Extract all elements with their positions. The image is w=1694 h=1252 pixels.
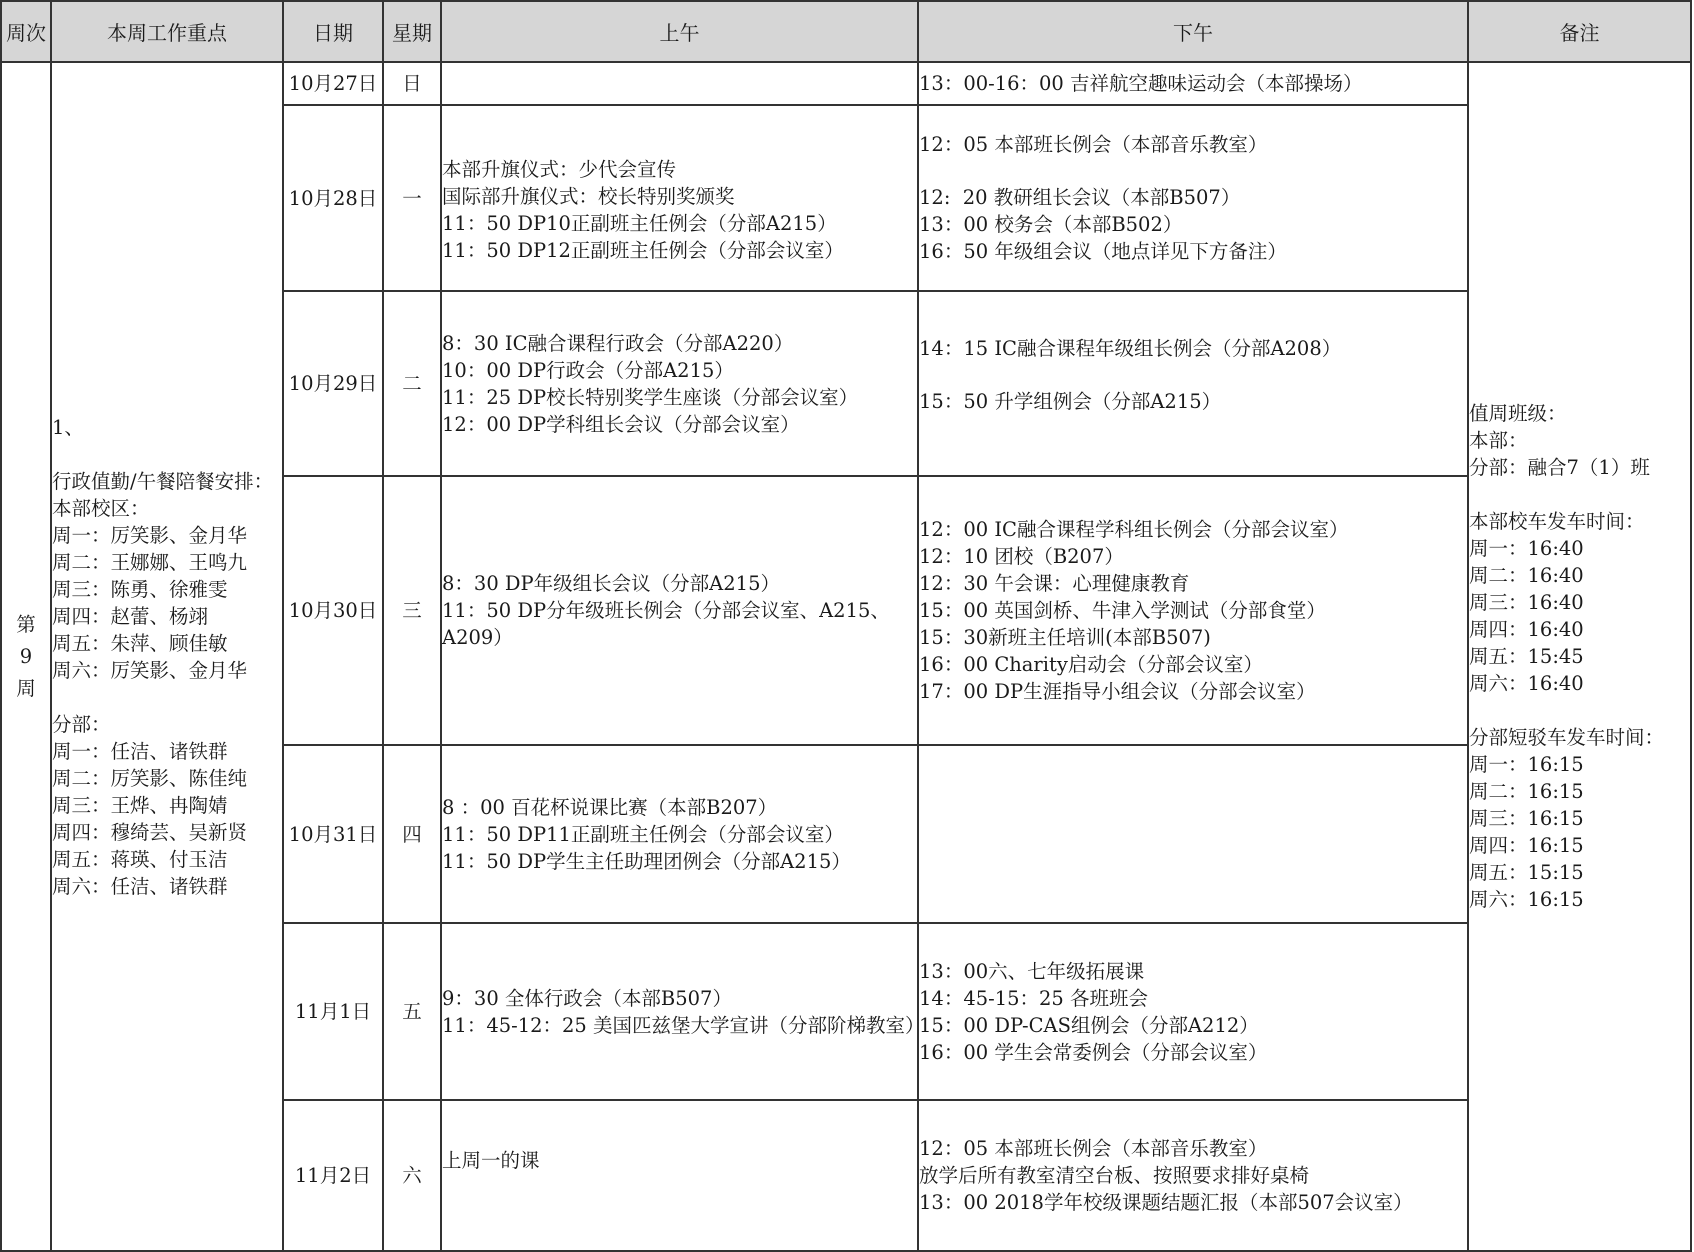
afternoon-cell	[918, 1100, 1468, 1251]
branch-duty-entry: 周四：穆绮芸、吴新贤	[52, 820, 248, 844]
focus-item-number: 1、	[52, 415, 84, 439]
duty-class-main: 本部：	[1469, 429, 1528, 452]
morning-cell	[441, 1100, 918, 1251]
afternoon-entry: 15：30新班主任培训(本部B507)	[919, 626, 1211, 649]
morning-entry: 11：50 DP10正副班主任例会（分部A215）	[442, 212, 837, 235]
morning-entry: 上周一的课	[442, 1149, 540, 1172]
day-date: 10月31日	[283, 745, 383, 923]
morning-entry: 11：45-12：25 美国匹兹堡大学宣讲（分部阶梯教室）	[442, 1013, 925, 1037]
duty-class-title: 值周班级：	[1469, 402, 1567, 425]
week-number	[1, 62, 51, 1251]
branch-duty-entry: 周五：蒋瑛、付玉洁	[52, 847, 228, 871]
day-weekday: 一	[383, 105, 441, 291]
afternoon-entry: 16：50 年级组会议（地点详见下方备注）	[919, 240, 1287, 263]
morning-entry: 11：50 DP分年级班长例会（分部会议室、A215、A209）	[442, 599, 890, 649]
morning-cell	[441, 923, 925, 1100]
header-notes: 备注	[1468, 1, 1691, 62]
afternoon-cell	[918, 745, 1468, 923]
branch-duty-entry: 周三：王烨、冉陶婧	[52, 793, 228, 817]
afternoon-cell	[918, 291, 1468, 476]
bus-schedule-title: 本部校车发车时间：	[1469, 510, 1645, 533]
morning-cell	[441, 476, 918, 745]
day-weekday: 三	[383, 476, 441, 745]
day-weekday: 二	[383, 291, 441, 476]
afternoon-entry: 14：15 IC融合课程年级组长例会（分部A208）	[919, 336, 1342, 360]
afternoon-entry: 12：05 本部班长例会（本部音乐教室）	[919, 1137, 1268, 1160]
day-weekday: 五	[383, 923, 441, 1100]
shuttle-time: 周六：16:15	[1469, 888, 1584, 911]
shuttle-schedule-title: 分部短驳车发车时间：	[1469, 726, 1665, 749]
afternoon-entry: 13：00-16：00 吉祥航空趣味运动会（本部操场）	[919, 72, 1363, 95]
morning-entry: 9：30 全体行政会（本部B507）	[442, 986, 732, 1010]
bus-time: 周二：16:40	[1469, 564, 1584, 587]
day-date: 11月2日	[283, 1100, 383, 1251]
day-weekday: 四	[383, 745, 441, 923]
weekly-focus	[51, 62, 283, 1251]
bus-time: 周三：16:40	[1469, 591, 1584, 614]
day-date: 10月29日	[283, 291, 383, 476]
header-week: 周次	[1, 1, 51, 62]
header-weekday: 星期	[383, 1, 441, 62]
afternoon-entry: 17：00 DP生涯指导小组会议（分部会议室）	[919, 680, 1316, 703]
day-date: 10月28日	[283, 105, 383, 291]
main-duty-entry: 周五：朱萍、顾佳敏	[52, 631, 228, 655]
header-date: 日期	[283, 1, 383, 62]
day-date: 10月30日	[283, 476, 383, 745]
morning-cell	[441, 62, 918, 105]
afternoon-entry: 16：00 Charity启动会（分部会议室）	[919, 653, 1263, 676]
day-weekday: 日	[383, 62, 441, 105]
bus-time: 周一：16:40	[1469, 537, 1584, 560]
afternoon-cell	[918, 923, 1468, 1100]
bus-time: 周六：16:40	[1469, 672, 1584, 695]
week-label-char: 9	[19, 644, 33, 668]
morning-entry: 10：00 DP行政会（分部A215）	[442, 358, 734, 382]
header-morning: 上午	[441, 1, 918, 62]
afternoon-entry: 12：30 午会课：心理健康教育	[919, 572, 1190, 595]
morning-entry: 11：50 DP学生主任助理团例会（分部A215）	[442, 849, 851, 873]
afternoon-entry: 14：45-15：25 各班班会	[919, 986, 1149, 1010]
week-label-char: 第	[16, 612, 36, 636]
afternoon-cell	[918, 105, 1468, 291]
morning-entry: 8 ：00 百花杯说课比赛（本部B207）	[442, 795, 778, 819]
header-afternoon: 下午	[918, 1, 1468, 62]
afternoon-entry: 13：00 校务会（本部B502）	[919, 213, 1183, 236]
morning-cell	[441, 745, 918, 923]
week-label-char: 周	[16, 676, 36, 700]
afternoon-entry: 15：00 DP-CAS组例会（分部A212）	[919, 1013, 1259, 1037]
morning-entry: 11：50 DP12正副班主任例会（分部会议室）	[442, 239, 844, 262]
morning-entry: 12：00 DP学科组长会议（分部会议室）	[442, 412, 800, 436]
branch-duty-entry: 周一：任洁、诸铁群	[52, 739, 228, 763]
shuttle-time: 周三：16:15	[1469, 807, 1584, 830]
afternoon-cell	[918, 62, 1468, 105]
main-duty-entry: 周四：赵蕾、杨翊	[52, 604, 209, 628]
main-duty-entry: 周一：厉笑影、金月华	[52, 523, 248, 547]
shuttle-time: 周一：16:15	[1469, 753, 1584, 776]
focus-main-campus: 本部校区：	[52, 496, 150, 520]
morning-entry: 8：30 IC融合课程行政会（分部A220）	[442, 331, 794, 355]
morning-entry: 本部升旗仪式：少代会宣传	[442, 158, 677, 181]
focus-branch: 分部：	[52, 712, 111, 736]
afternoon-entry: 12：10 团校（B207）	[919, 545, 1124, 568]
bus-time: 周四：16:40	[1469, 618, 1584, 641]
morning-entry: 11：50 DP11正副班主任例会（分部会议室）	[442, 822, 844, 846]
branch-duty-entry: 周六：任洁、诸铁群	[52, 874, 228, 898]
afternoon-entry: 16：00 学生会常委例会（分部会议室）	[919, 1040, 1268, 1064]
morning-cell	[441, 291, 918, 476]
header-row	[1, 1, 1691, 62]
main-duty-entry: 周三：陈勇、徐雅雯	[52, 577, 228, 601]
afternoon-entry: 12：00 IC融合课程学科组长例会（分部会议室）	[919, 518, 1349, 541]
header-focus: 本周工作重点	[51, 1, 283, 62]
focus-title: 行政值勤/午餐陪餐安排：	[52, 469, 274, 493]
afternoon-entry: 12: 20 教研组长会议（本部B507）	[919, 186, 1241, 209]
afternoon-entry: 13：00 2018学年校级课题结题汇报（本部507会议室）	[919, 1191, 1413, 1214]
branch-duty-entry: 周二：厉笑影、陈佳纯	[52, 766, 248, 790]
shuttle-time: 周二：16:15	[1469, 780, 1584, 803]
day-row	[1, 62, 1691, 105]
morning-entry: 8：30 DP年级组长会议（分部A215）	[442, 572, 780, 595]
shuttle-time: 周四：16:15	[1469, 834, 1584, 857]
afternoon-entry: 15：00 英国剑桥、牛津入学测试（分部食堂）	[919, 599, 1326, 622]
day-weekday: 六	[383, 1100, 441, 1251]
afternoon-entry: 12：05 本部班长例会（本部音乐教室）	[919, 133, 1268, 156]
bus-time: 周五：15:45	[1469, 645, 1584, 668]
main-duty-entry: 周六：厉笑影、金月华	[52, 658, 248, 682]
notes-cell	[1468, 62, 1691, 1251]
duty-class-branch: 分部：融合7（1）班	[1469, 456, 1650, 479]
afternoon-entry: 13：00六、七年级拓展课	[919, 959, 1145, 983]
main-duty-entry: 周二：王娜娜、王鸣九	[52, 550, 248, 574]
shuttle-time: 周五：15:15	[1469, 861, 1584, 884]
afternoon-entry: 放学后所有教室清空台板、按照要求排好桌椅	[919, 1164, 1310, 1187]
morning-entry: 国际部升旗仪式：校长特别奖颁奖	[442, 185, 735, 208]
day-date: 10月27日	[283, 62, 383, 105]
morning-cell	[441, 105, 918, 291]
morning-entry: 11：25 DP校长特别奖学生座谈（分部会议室）	[442, 385, 859, 409]
afternoon-cell	[918, 476, 1468, 745]
afternoon-entry: 15：50 升学组例会（分部A215）	[919, 389, 1222, 413]
day-date: 11月1日	[283, 923, 383, 1100]
